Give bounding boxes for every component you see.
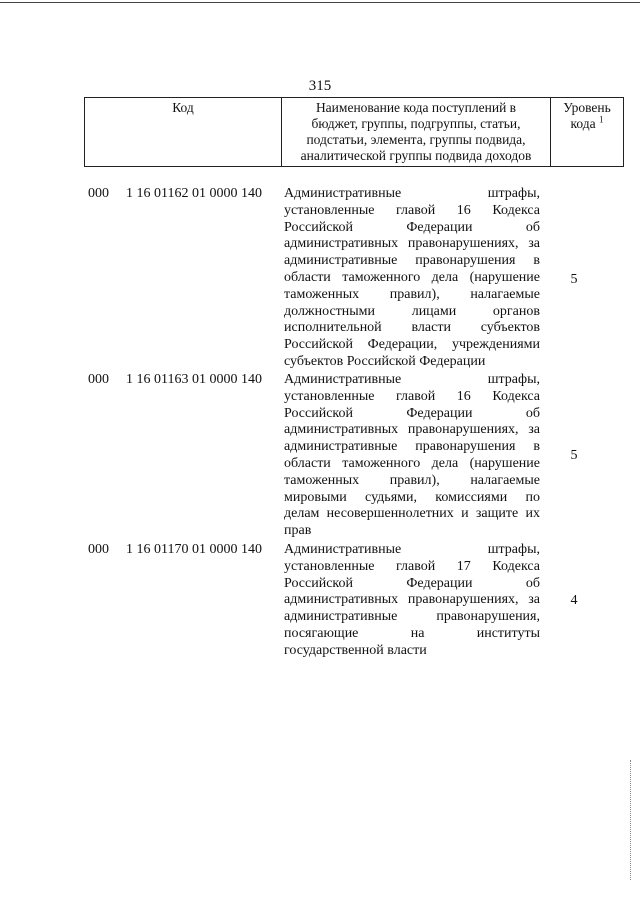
desc-line: административных правонарушениях, за: [284, 422, 540, 438]
footnote-marker: 1: [598, 114, 604, 125]
header-name-line: Наименование кода поступлений в: [315, 100, 517, 115]
desc-line: Административные штрафы,: [284, 372, 540, 387]
row-level: 5: [570, 448, 578, 463]
desc-line: государственной власти: [284, 642, 427, 658]
desc-line: установленные главой 16 Кодекса: [284, 388, 540, 404]
desc-line: Российской Федерации об: [284, 219, 540, 235]
desc-line: делам несовершеннолетних и защите их: [284, 506, 540, 522]
desc-line: Административные штрафы,: [284, 186, 540, 201]
table-row: [84, 372, 608, 542]
desc-line: установленные главой 16 Кодекса: [284, 202, 540, 218]
row-level: 4: [570, 593, 578, 608]
desc-line: таможенных правил), налагаемые: [284, 286, 540, 302]
desc-line: административных правонарушениях, за: [284, 592, 540, 608]
row-code: 1 16 01163 01 0000 140: [126, 372, 262, 387]
desc-line: должностными лицами органов: [284, 303, 540, 319]
row-description: [284, 186, 540, 371]
row-description: [284, 372, 540, 540]
desc-line: административные правонарушения в: [284, 439, 540, 455]
desc-line: Административные штрафы,: [284, 542, 540, 557]
page-number: 315: [308, 78, 332, 94]
table-row: [84, 186, 608, 372]
desc-line: таможенных правил), налагаемые: [284, 472, 540, 488]
header-name-line: бюджет, группы, подгруппы, статьи,: [311, 116, 521, 131]
desc-line: области таможенного дела (нарушение: [284, 455, 540, 471]
row-description: [284, 542, 540, 660]
header-name-line: аналитической группы подвида доходов: [300, 148, 532, 163]
desc-line: Российской Федерации об: [284, 575, 540, 591]
header-level-text: кода: [570, 116, 596, 131]
desc-line: административные правонарушения в: [284, 253, 540, 269]
header-code: Код: [85, 98, 282, 167]
header-name: [282, 98, 551, 167]
row-code: 1 16 01170 01 0000 140: [126, 542, 262, 557]
row-prefix: 000: [88, 186, 109, 201]
desc-line: установленные главой 17 Кодекса: [284, 558, 540, 574]
row-level: 5: [570, 272, 578, 287]
header-level: [551, 98, 624, 167]
header-level-line2: [553, 116, 621, 132]
desc-line: прав: [284, 523, 312, 539]
header-name-line: подстатьи, элемента, группы подвида,: [306, 132, 526, 147]
desc-line: субъектов Российской Федерации: [284, 353, 486, 369]
row-code: 1 16 01162 01 0000 140: [126, 186, 262, 201]
header-level-line1: Уровень: [563, 100, 611, 115]
desc-line: области таможенного дела (нарушение: [284, 269, 540, 285]
desc-line: посягающие на институты: [284, 625, 540, 641]
table-row: [84, 542, 608, 662]
page-top-edge: [0, 2, 640, 3]
desc-line: Российской Федерации об: [284, 405, 540, 421]
row-prefix: 000: [88, 372, 109, 387]
desc-line: административные правонарушения,: [284, 609, 540, 625]
scan-edge-marks: [630, 760, 632, 880]
row-prefix: 000: [88, 542, 109, 557]
desc-line: мировыми судьями, комиссиями по: [284, 489, 540, 505]
desc-line: исполнительной власти субъектов: [284, 320, 540, 336]
desc-line: Российской Федерации, учреждениями: [284, 337, 540, 353]
table-header: [84, 97, 624, 167]
desc-line: административных правонарушениях, за: [284, 236, 540, 252]
